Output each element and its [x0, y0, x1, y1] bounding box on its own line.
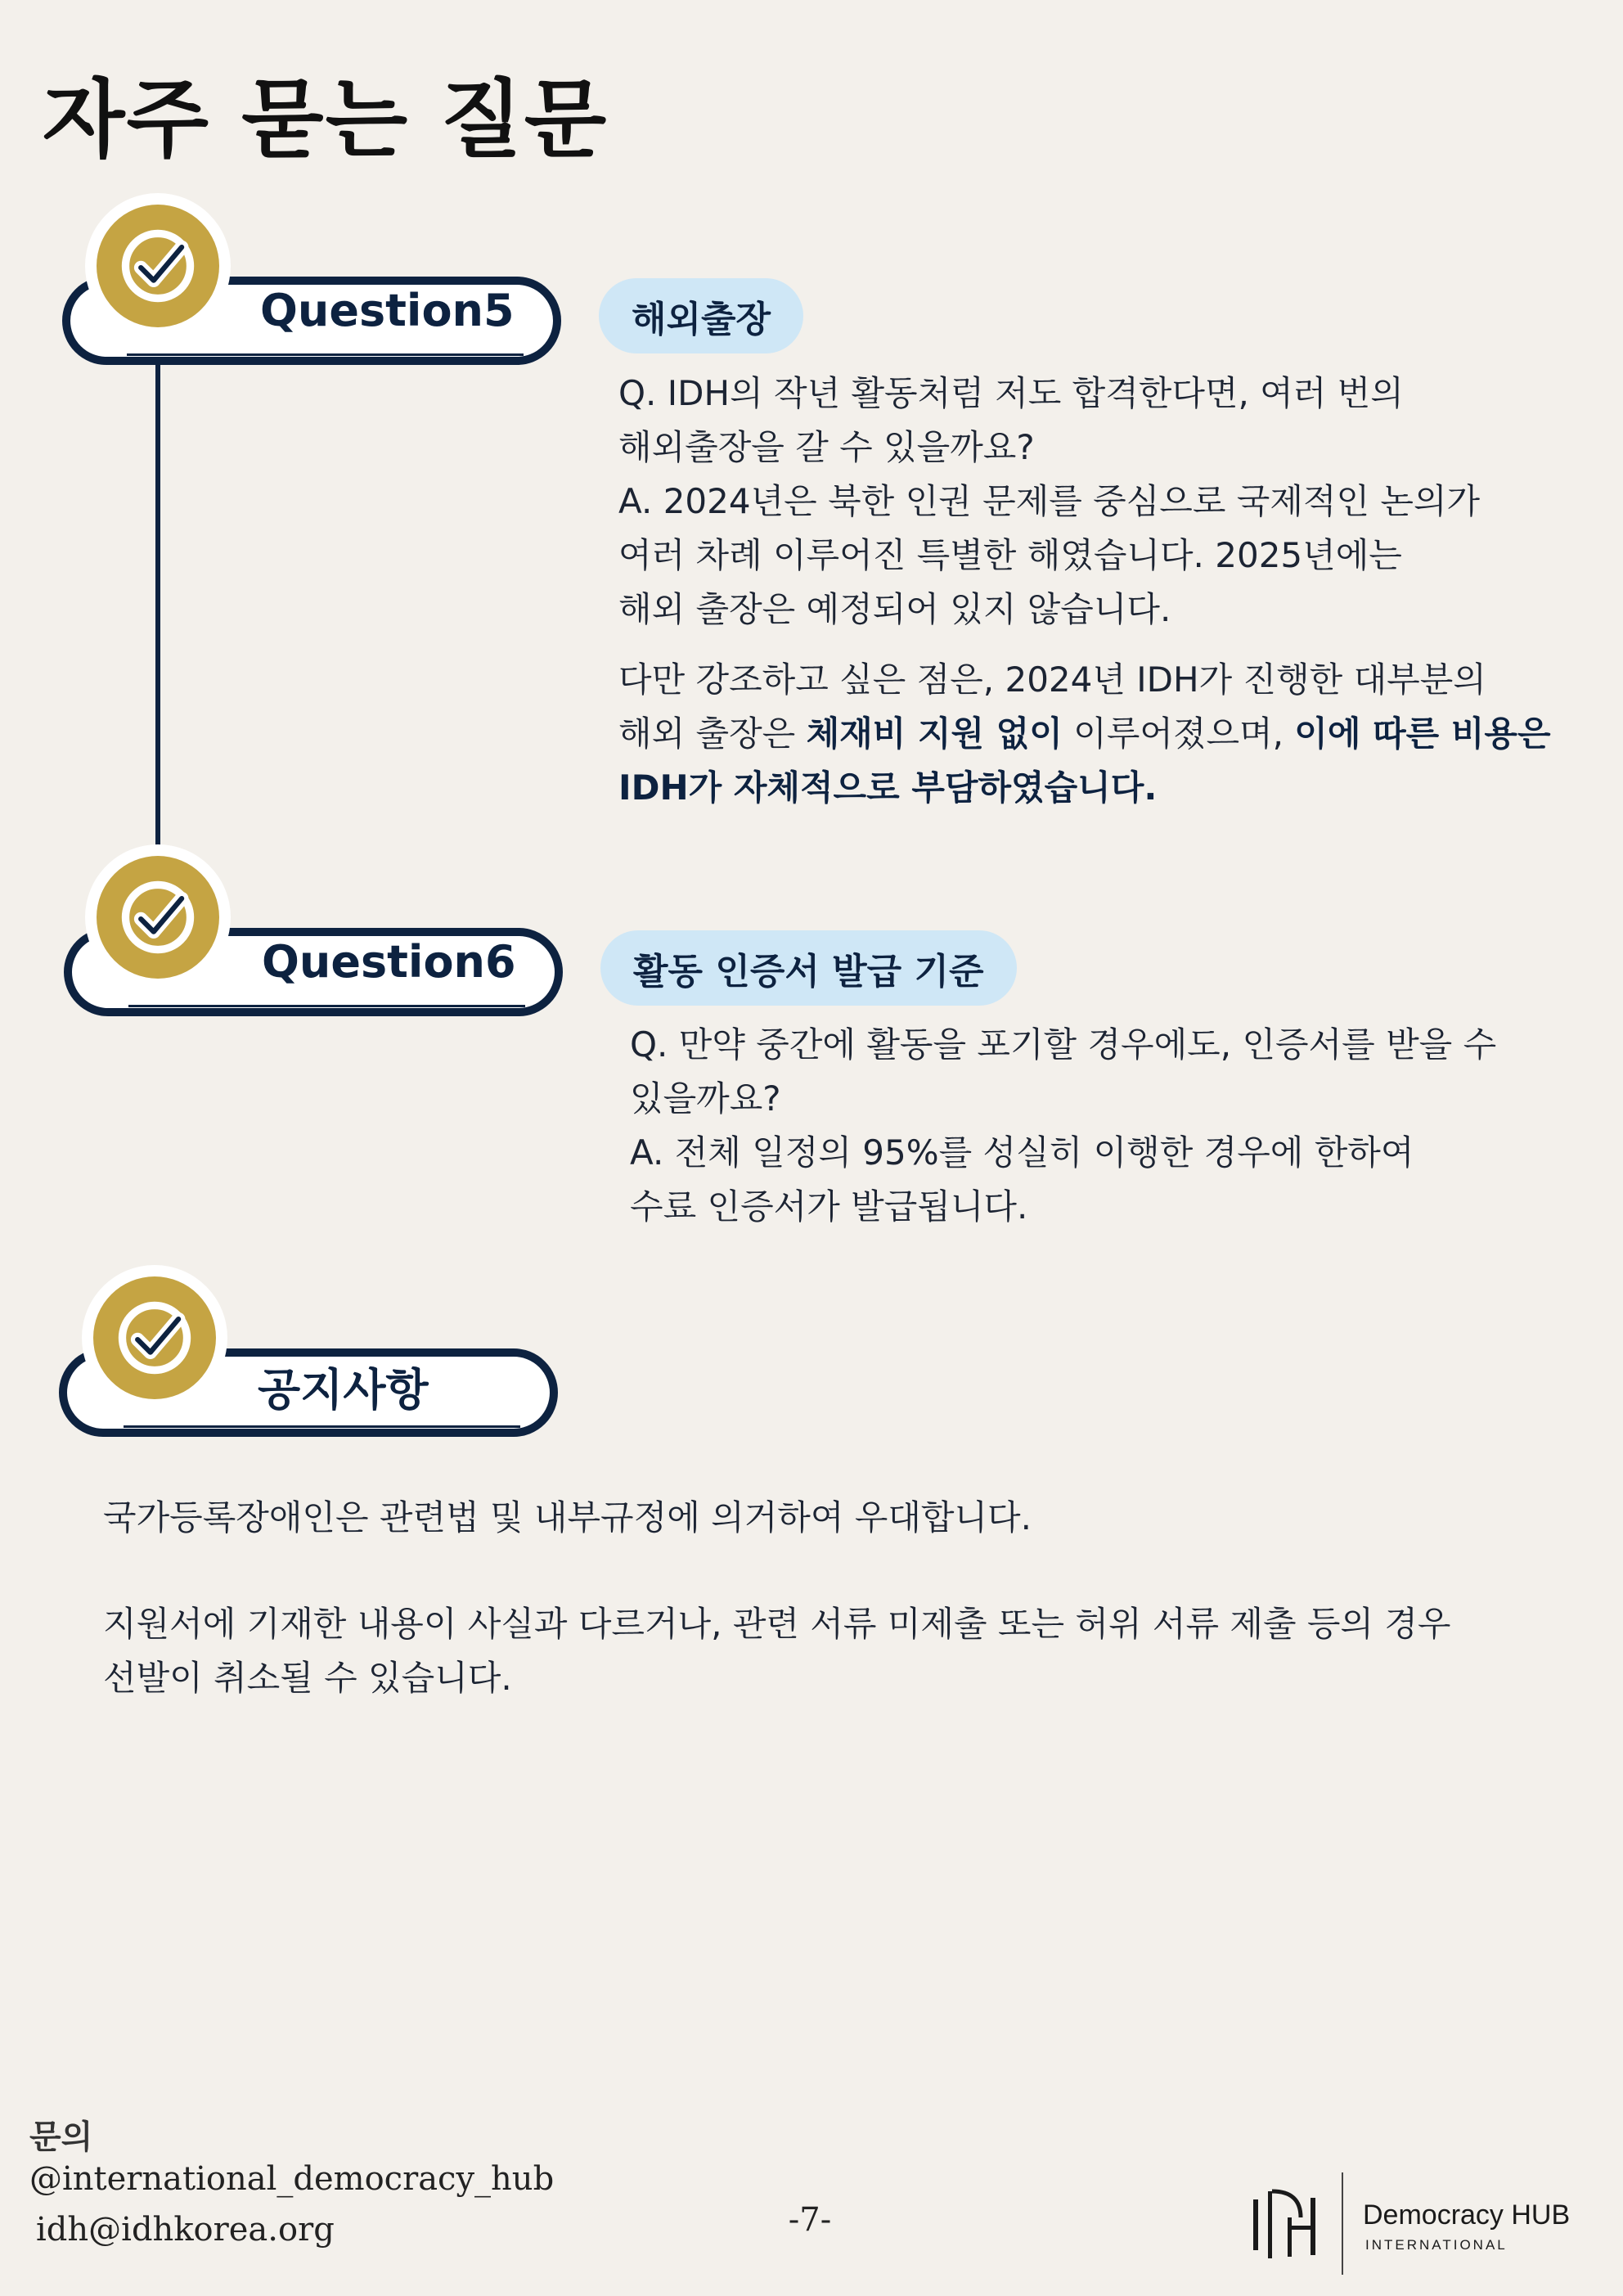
contact-instagram[interactable]: @international_democracy_hub	[29, 2160, 555, 2198]
qa-line: Q. IDH의 작년 활동처럼 저도 합격한다면, 여러 번의	[618, 373, 1404, 413]
check-circle-icon	[85, 844, 231, 990]
note-line: 해외 출장은 체재비 지원 없이 이루어졌으며, 이에 따른 비용은	[618, 714, 1551, 754]
timeline-connector	[155, 360, 160, 851]
qa-line: 있을까요?	[630, 1078, 781, 1119]
emphasis-text: 이에 따른 비용은	[1294, 714, 1551, 754]
page-title: 자주 묻는 질문	[43, 70, 609, 169]
qa-line: 해외출장을 갈 수 있을까요?	[618, 427, 1035, 467]
logo-subtitle: INTERNATIONAL	[1365, 2237, 1508, 2253]
notice-paragraph-2-line-2: 선발이 취소될 수 있습니다.	[103, 1658, 512, 1698]
qa-line: A. 2024년은 북한 인권 문제를 중심으로 국제적인 논의가	[618, 481, 1481, 521]
check-circle-icon	[82, 1265, 227, 1411]
contact-heading: 문의	[29, 2118, 93, 2156]
question-6-underline	[128, 1005, 525, 1007]
question-6-answer	[630, 1018, 1496, 1234]
tag-overseas-trip: 해외출장	[599, 278, 803, 353]
question-5-answer	[618, 367, 1551, 815]
logo-name: Democracy HUB	[1363, 2199, 1571, 2231]
notice-underline	[124, 1425, 520, 1428]
check-circle-icon	[85, 193, 231, 339]
qa-line: 수료 인증서가 발급됩니다.	[630, 1186, 1028, 1227]
notice-label: 공지사항	[258, 1364, 429, 1416]
notice-paragraph-1: 국가등록장애인은 관련법 및 내부규정에 의거하여 우대합니다.	[103, 1497, 1032, 1537]
note-line: 다만 강조하고 싶은 점은, 2024년 IDH가 진행한 대부분의	[618, 660, 1486, 700]
emphasis-text: IDH가 자체적으로 부담하였습니다.	[618, 768, 1158, 808]
note-line	[618, 761, 1551, 815]
page-number: -7-	[788, 2201, 832, 2239]
question-6-label: Question6	[262, 936, 516, 988]
question-5-underline	[127, 353, 524, 356]
emphasis-text: 체재비 지원 없이	[806, 714, 1063, 754]
notice-paragraph-2-line-1: 지원서에 기재한 내용이 사실과 다르거나, 관련 서류 미제출 또는 허위 서류 제출 등의 경우	[103, 1604, 1451, 1644]
question-5-label: Question5	[260, 285, 515, 336]
tag-certificate-criteria: 활동 인증서 발급 기준	[600, 930, 1017, 1006]
qa-line: 해외 출장은 예정되어 있지 않습니다.	[618, 589, 1171, 629]
qa-line: 여러 차례 이루어진 특별한 해였습니다. 2025년에는	[618, 535, 1402, 575]
logo-divider	[1342, 2172, 1343, 2275]
contact-email[interactable]: idh@idhkorea.org	[36, 2211, 335, 2249]
qa-line: A. 전체 일정의 95%를 성실히 이행한 경우에 한하여	[630, 1132, 1414, 1173]
idh-logo-icon	[1250, 2185, 1332, 2267]
qa-line: Q. 만약 중간에 활동을 포기할 경우에도, 인증서를 받을 수	[630, 1024, 1497, 1065]
